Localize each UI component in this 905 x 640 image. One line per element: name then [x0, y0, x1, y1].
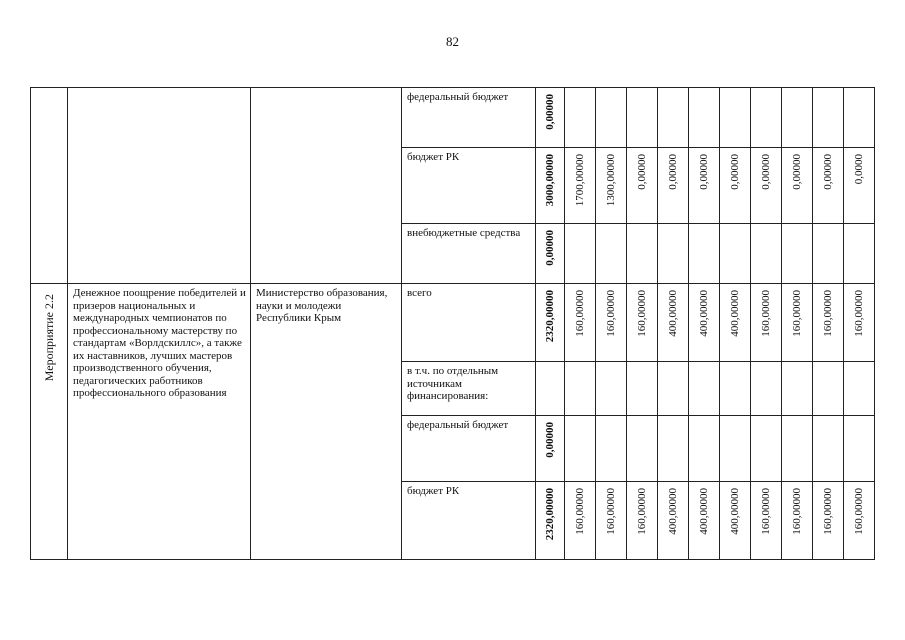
year-value-cell: [627, 362, 658, 416]
year-value-cell: [751, 224, 782, 284]
measure-description-cell: [68, 284, 251, 560]
year-value-cell: [658, 362, 689, 416]
budget-table: [30, 87, 875, 560]
measure-label-cell: [31, 284, 68, 560]
year-value-cell: [813, 148, 844, 224]
year-value-cell-value: 400,00000: [729, 290, 741, 337]
year-value-cell: [751, 148, 782, 224]
funding-source-cell: [402, 284, 536, 362]
year-value-cell: [813, 224, 844, 284]
year-value-cell-value: 400,00000: [698, 290, 710, 337]
empty-cell: [251, 88, 402, 284]
year-value-cell: [844, 482, 875, 560]
year-value-cell: [782, 416, 813, 482]
year-value-cell: [596, 148, 627, 224]
total-cell: [536, 148, 565, 224]
year-value-cell: [844, 148, 875, 224]
year-value-cell: [689, 224, 720, 284]
year-value-cell: [720, 284, 751, 362]
year-value-cell: [689, 416, 720, 482]
year-value-cell: [720, 416, 751, 482]
total-cell: [536, 224, 565, 284]
funding-source-cell: [402, 362, 536, 416]
year-value-cell: [596, 284, 627, 362]
table-row: [31, 284, 875, 362]
year-value-cell-value: 0,00000: [667, 154, 679, 190]
year-value-cell-value: 160,00000: [574, 488, 586, 535]
year-value-cell: [596, 362, 627, 416]
year-value-cell: [813, 284, 844, 362]
year-value-cell: [565, 416, 596, 482]
year-value-cell: [751, 416, 782, 482]
year-value-cell: [565, 88, 596, 148]
funding-source-label: всего: [407, 287, 432, 299]
year-value-cell-value: 1700,00000: [574, 154, 586, 207]
year-value-cell: [844, 224, 875, 284]
year-value-cell-value: 160,00000: [636, 290, 648, 337]
year-value-cell-value: 160,00000: [760, 488, 772, 535]
year-value-cell-value: 160,00000: [853, 488, 865, 535]
year-value-cell: [627, 284, 658, 362]
year-value-cell-value: 160,00000: [574, 290, 586, 337]
year-value-cell: [844, 88, 875, 148]
total-cell: [536, 284, 565, 362]
total-cell-value: 0,00000: [544, 422, 556, 458]
year-value-cell: [627, 482, 658, 560]
year-value-cell-value: 400,00000: [667, 488, 679, 535]
year-value-cell: [813, 482, 844, 560]
year-value-cell-value: 160,00000: [822, 290, 834, 337]
funding-source-cell: [402, 416, 536, 482]
year-value-cell: [689, 88, 720, 148]
year-value-cell: [689, 148, 720, 224]
year-value-cell-value: 0,00000: [729, 154, 741, 190]
year-value-cell: [658, 416, 689, 482]
year-value-cell: [658, 224, 689, 284]
year-value-cell: [720, 224, 751, 284]
year-value-cell: [844, 416, 875, 482]
total-cell-value: 3000,00000: [544, 154, 556, 207]
page-number: 82: [446, 34, 459, 49]
year-value-cell-value: 160,00000: [636, 488, 648, 535]
year-value-cell: [658, 88, 689, 148]
total-cell: [536, 88, 565, 148]
year-value-cell: [720, 482, 751, 560]
year-value-cell: [782, 88, 813, 148]
funding-source-cell: [402, 482, 536, 560]
year-value-cell-value: 400,00000: [729, 488, 741, 535]
table-row: [31, 88, 875, 148]
year-value-cell: [689, 362, 720, 416]
year-value-cell: [596, 224, 627, 284]
year-value-cell: [565, 362, 596, 416]
funding-source-cell: [402, 224, 536, 284]
funding-source-label: бюджет РК: [407, 485, 460, 497]
year-value-cell-value: 0,00000: [791, 154, 803, 190]
funding-source-label: внебюджетные средства: [407, 227, 521, 239]
total-cell: [536, 482, 565, 560]
funding-source-label: в т.ч. по отдельным источникам финансирования:: [407, 365, 499, 402]
total-cell-value: 2320,00000: [544, 488, 556, 541]
year-value-cell-value: 160,00000: [605, 290, 617, 337]
year-value-cell: [658, 148, 689, 224]
year-value-cell: [720, 362, 751, 416]
year-value-cell: [627, 88, 658, 148]
year-value-cell: [782, 284, 813, 362]
funding-source-cell: [402, 88, 536, 148]
year-value-cell: [813, 416, 844, 482]
total-cell: [536, 362, 565, 416]
year-value-cell: [751, 284, 782, 362]
year-value-cell: [751, 482, 782, 560]
total-cell: [536, 416, 565, 482]
year-value-cell: [720, 88, 751, 148]
year-value-cell: [565, 284, 596, 362]
year-value-cell: [782, 482, 813, 560]
year-value-cell: [627, 416, 658, 482]
year-value-cell-value: 1300,00000: [605, 154, 617, 207]
year-value-cell: [751, 88, 782, 148]
year-value-cell: [565, 482, 596, 560]
year-value-cell: [689, 482, 720, 560]
year-value-cell: [720, 148, 751, 224]
year-value-cell-value: 160,00000: [853, 290, 865, 337]
year-value-cell-value: 160,00000: [822, 488, 834, 535]
empty-cell: [31, 88, 68, 284]
year-value-cell: [813, 362, 844, 416]
year-value-cell: [658, 284, 689, 362]
year-value-cell: [627, 224, 658, 284]
year-value-cell-value: 160,00000: [791, 488, 803, 535]
year-value-cell: [782, 224, 813, 284]
year-value-cell: [596, 416, 627, 482]
measure-executor-cell: [251, 284, 402, 560]
measure-label: Мероприятие 2.2: [42, 294, 56, 382]
measure-executor: Министерство образования, науки и молодежи Республики Крым: [256, 287, 388, 324]
year-value-cell-value: 160,00000: [760, 290, 772, 337]
year-value-cell-value: 0,00000: [760, 154, 772, 190]
measure-description: Денежное поощрение победителей и призеров национальных и международных чемпионатов по профессиональному мастерству по стандартам «Ворлдскиллс», а также их наставников, лучших мастеров производственного обучения, педагогических работников профессионального образования: [73, 287, 246, 399]
year-value-cell: [751, 362, 782, 416]
year-value-cell: [844, 362, 875, 416]
year-value-cell: [627, 148, 658, 224]
year-value-cell: [813, 88, 844, 148]
total-cell-value: 0,00000: [544, 94, 556, 130]
funding-source-label: федеральный бюджет: [407, 419, 509, 431]
funding-source-cell: [402, 148, 536, 224]
year-value-cell: [658, 482, 689, 560]
total-cell-value: 0,00000: [544, 230, 556, 266]
year-value-cell-value: 400,00000: [698, 488, 710, 535]
year-value-cell-value: 0,00000: [822, 154, 834, 190]
year-value-cell: [689, 284, 720, 362]
year-value-cell: [596, 88, 627, 148]
year-value-cell: [782, 362, 813, 416]
year-value-cell-value: 0,00000: [698, 154, 710, 190]
funding-source-label: бюджет РК: [407, 151, 460, 163]
year-value-cell-value: 0,0000: [853, 154, 865, 185]
year-value-cell: [596, 482, 627, 560]
year-value-cell: [844, 284, 875, 362]
year-value-cell: [565, 148, 596, 224]
year-value-cell-value: 160,00000: [791, 290, 803, 337]
total-cell-value: 2320,00000: [544, 290, 556, 343]
year-value-cell-value: 0,00000: [636, 154, 648, 190]
empty-cell: [68, 88, 251, 284]
funding-source-label: федеральный бюджет: [407, 91, 509, 103]
year-value-cell-value: 400,00000: [667, 290, 679, 337]
year-value-cell: [565, 224, 596, 284]
year-value-cell: [782, 148, 813, 224]
year-value-cell-value: 160,00000: [605, 488, 617, 535]
